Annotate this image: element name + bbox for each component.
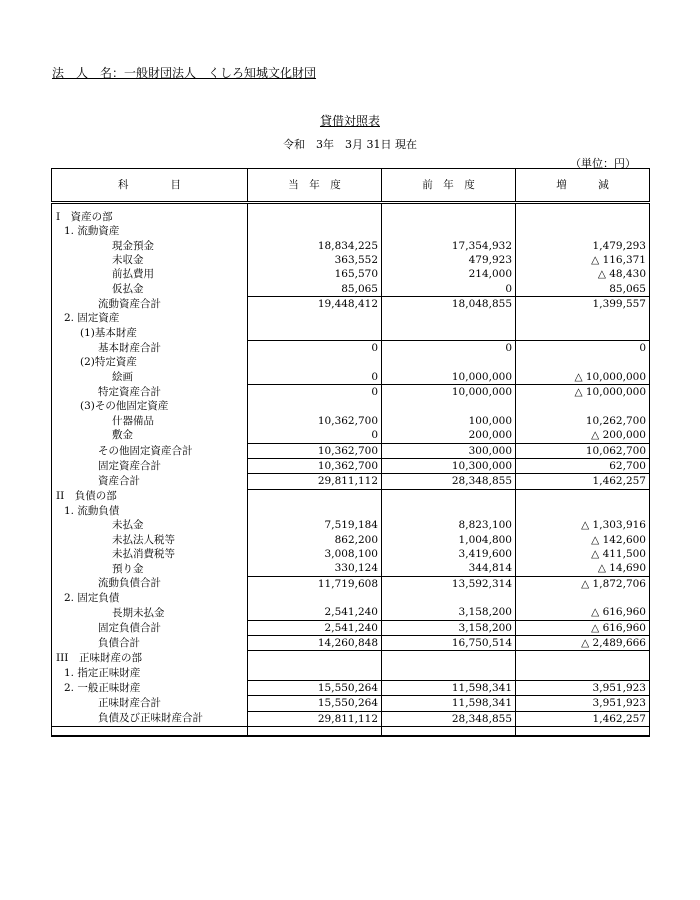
current-year-value: 2,541,240 (248, 620, 382, 635)
previous-year-value (382, 326, 516, 341)
previous-year-value: 10,300,000 (382, 458, 516, 473)
change-value: △ 200,000 (516, 428, 650, 443)
table-row (52, 651, 650, 666)
previous-year-value: 16,750,514 (382, 635, 516, 650)
previous-year-value: 28,348,855 (382, 711, 516, 726)
change-value: △ 142,600 (516, 533, 650, 547)
table-row (52, 399, 650, 413)
previous-year-value: 10,000,000 (382, 370, 516, 385)
current-year-value: 7,519,184 (248, 518, 382, 532)
table-row (52, 370, 650, 385)
current-year-value: 165,570 (248, 267, 382, 281)
change-value (516, 489, 650, 504)
current-year-value: 862,200 (248, 533, 382, 547)
row-label: 流動負債合計 (52, 576, 248, 591)
table-row (52, 620, 650, 635)
row-label: 負債及び正味財産合計 (52, 711, 248, 726)
unit-label: （単位：円） (570, 157, 636, 170)
current-year-value (248, 591, 382, 605)
row-label: III 正味財産の部 (52, 651, 248, 666)
table-row (52, 297, 650, 312)
table-row (52, 489, 650, 504)
row-label: 未収金 (52, 253, 248, 267)
table-row (52, 547, 650, 561)
current-year-value: 29,811,112 (248, 474, 382, 489)
current-year-value: 2,541,240 (248, 605, 382, 620)
row-label: 仮払金 (52, 282, 248, 297)
empty-cell (248, 203, 382, 211)
previous-year-value: 8,823,100 (382, 518, 516, 532)
change-value: △ 10,000,000 (516, 370, 650, 385)
change-value: 10,062,700 (516, 443, 650, 458)
table-row (52, 282, 650, 297)
empty-cell (382, 727, 516, 737)
empty-cell (52, 727, 248, 737)
row-label: 固定資産合計 (52, 458, 248, 473)
table-row (52, 326, 650, 341)
row-label: その他固定資産合計 (52, 443, 248, 458)
empty-cell (52, 203, 248, 211)
table-header-row (52, 169, 650, 203)
table-row (52, 635, 650, 650)
table-row (52, 576, 650, 591)
table-row (52, 428, 650, 443)
previous-year-value: 17,354,932 (382, 239, 516, 253)
table-row (52, 341, 650, 356)
row-label: 長期未払金 (52, 605, 248, 620)
table-row (52, 605, 650, 620)
current-year-value: 85,065 (248, 282, 382, 297)
previous-year-value (382, 210, 516, 224)
row-label: 未払金 (52, 518, 248, 532)
previous-year-value: 10,000,000 (382, 385, 516, 400)
empty-cell (248, 727, 382, 737)
previous-year-value: 0 (382, 282, 516, 297)
previous-year-value (382, 651, 516, 666)
table-row (52, 267, 650, 281)
current-year-value: 330,124 (248, 561, 382, 576)
corporation-name: 法 人 名：一般財団法人 くしろ知城文化財団 (52, 66, 317, 80)
previous-year-value: 214,000 (382, 267, 516, 281)
current-year-value (248, 311, 382, 325)
previous-year-value (382, 504, 516, 518)
table-body (52, 203, 650, 737)
current-year-value: 18,834,225 (248, 239, 382, 253)
row-label: 預り金 (52, 561, 248, 576)
column-header-change: 増 減 (516, 169, 650, 203)
current-year-value (248, 489, 382, 504)
table-row (52, 474, 650, 489)
table-row (52, 666, 650, 681)
previous-year-value: 0 (382, 341, 516, 356)
table-row (52, 458, 650, 473)
table-row (52, 696, 650, 711)
row-label: 1. 流動資産 (52, 224, 248, 238)
column-header-item: 科 目 (52, 169, 248, 203)
change-value (516, 651, 650, 666)
row-label: 特定資産合計 (52, 385, 248, 400)
change-value: 62,700 (516, 458, 650, 473)
current-year-value (248, 504, 382, 518)
change-value (516, 399, 650, 413)
row-label: 2. 固定資産 (52, 311, 248, 325)
current-year-value: 15,550,264 (248, 681, 382, 696)
current-year-value (248, 210, 382, 224)
row-label: 基本財産合計 (52, 341, 248, 356)
table-row (52, 224, 650, 238)
current-year-value: 15,550,264 (248, 696, 382, 711)
previous-year-value (382, 399, 516, 413)
table-row (52, 561, 650, 576)
balance-sheet-table (51, 168, 650, 737)
row-label: 1. 指定正味財産 (52, 666, 248, 681)
change-value: 1,462,257 (516, 711, 650, 726)
table-row (52, 533, 650, 547)
closing-row (52, 727, 650, 737)
table-row (52, 681, 650, 696)
row-label: 1. 流動負債 (52, 504, 248, 518)
page-title: 貸借対照表 (319, 114, 380, 128)
previous-year-value: 18,048,855 (382, 297, 516, 312)
table-row (52, 385, 650, 400)
row-label: 未払消費税等 (52, 547, 248, 561)
change-value: △ 10,000,000 (516, 385, 650, 400)
current-year-value (248, 651, 382, 666)
current-year-value (248, 224, 382, 238)
change-value: △ 2,489,666 (516, 635, 650, 650)
current-year-value: 0 (248, 370, 382, 385)
previous-year-value: 11,598,341 (382, 696, 516, 711)
empty-cell (382, 203, 516, 211)
previous-year-value (382, 224, 516, 238)
change-value: △ 14,690 (516, 561, 650, 576)
current-year-value: 29,811,112 (248, 711, 382, 726)
previous-year-value: 3,419,600 (382, 547, 516, 561)
change-value: △ 1,872,706 (516, 576, 650, 591)
previous-year-value: 200,000 (382, 428, 516, 443)
previous-year-value (382, 311, 516, 325)
row-label: I 資産の部 (52, 210, 248, 224)
row-label: 流動資産合計 (52, 297, 248, 312)
row-label: II 負債の部 (52, 489, 248, 504)
previous-year-value: 1,004,800 (382, 533, 516, 547)
change-value: △ 1,303,916 (516, 518, 650, 532)
table-row (52, 239, 650, 253)
current-year-value (248, 399, 382, 413)
current-year-value: 0 (248, 341, 382, 356)
change-value: 10,262,700 (516, 414, 650, 428)
change-value: △ 616,960 (516, 605, 650, 620)
row-label: (1)基本財産 (52, 326, 248, 341)
current-year-value: 10,362,700 (248, 458, 382, 473)
current-year-value: 0 (248, 428, 382, 443)
previous-year-value (382, 666, 516, 681)
previous-year-value: 479,923 (382, 253, 516, 267)
row-label: 前払費用 (52, 267, 248, 281)
column-header-current-year: 当 年 度 (248, 169, 382, 203)
change-value: 1,462,257 (516, 474, 650, 489)
change-value (516, 591, 650, 605)
change-value: 1,479,293 (516, 239, 650, 253)
change-value: 3,951,923 (516, 696, 650, 711)
previous-year-value: 11,598,341 (382, 681, 516, 696)
row-label: 正味財産合計 (52, 696, 248, 711)
row-label: 固定負債合計 (52, 620, 248, 635)
row-label: (3)その他固定資産 (52, 399, 248, 413)
table-row (52, 311, 650, 325)
change-value: 1,399,557 (516, 297, 650, 312)
change-value: △ 411,500 (516, 547, 650, 561)
row-label: 未払法人税等 (52, 533, 248, 547)
change-value (516, 326, 650, 341)
previous-year-value (382, 355, 516, 369)
row-label: 資産合計 (52, 474, 248, 489)
change-value (516, 504, 650, 518)
current-year-value: 11,719,608 (248, 576, 382, 591)
row-label: 現金預金 (52, 239, 248, 253)
row-label: 2. 一般正味財産 (52, 681, 248, 696)
row-label: 敷金 (52, 428, 248, 443)
change-value (516, 311, 650, 325)
spacer-row (52, 203, 650, 211)
current-year-value: 3,008,100 (248, 547, 382, 561)
current-year-value: 14,260,848 (248, 635, 382, 650)
table-row (52, 518, 650, 532)
current-year-value: 19,448,412 (248, 297, 382, 312)
column-header-previous-year: 前 年 度 (382, 169, 516, 203)
change-value: 3,951,923 (516, 681, 650, 696)
table-row (52, 210, 650, 224)
change-value: 0 (516, 341, 650, 356)
table-row (52, 355, 650, 369)
report-date: 令和 3年 3月 31日 現在 (283, 138, 417, 151)
previous-year-value: 300,000 (382, 443, 516, 458)
table-row (52, 504, 650, 518)
current-year-value (248, 666, 382, 681)
change-value (516, 224, 650, 238)
change-value (516, 210, 650, 224)
previous-year-value: 100,000 (382, 414, 516, 428)
empty-cell (516, 727, 650, 737)
current-year-value: 10,362,700 (248, 443, 382, 458)
table-row (52, 443, 650, 458)
change-value: △ 48,430 (516, 267, 650, 281)
table-row (52, 253, 650, 267)
previous-year-value (382, 591, 516, 605)
change-value: △ 116,371 (516, 253, 650, 267)
change-value: 85,065 (516, 282, 650, 297)
table-row (52, 414, 650, 428)
change-value: △ 616,960 (516, 620, 650, 635)
row-label: 什器備品 (52, 414, 248, 428)
change-value (516, 666, 650, 681)
empty-cell (516, 203, 650, 211)
previous-year-value: 3,158,200 (382, 620, 516, 635)
previous-year-value: 3,158,200 (382, 605, 516, 620)
row-label: 負債合計 (52, 635, 248, 650)
row-label: 2. 固定負債 (52, 591, 248, 605)
previous-year-value: 28,348,855 (382, 474, 516, 489)
current-year-value (248, 355, 382, 369)
row-label: (2)特定資産 (52, 355, 248, 369)
current-year-value (248, 326, 382, 341)
previous-year-value: 13,592,314 (382, 576, 516, 591)
previous-year-value (382, 489, 516, 504)
current-year-value: 10,362,700 (248, 414, 382, 428)
change-value (516, 355, 650, 369)
current-year-value: 0 (248, 385, 382, 400)
previous-year-value: 344,814 (382, 561, 516, 576)
table-row (52, 591, 650, 605)
row-label: 絵画 (52, 370, 248, 385)
table-row (52, 711, 650, 726)
current-year-value: 363,552 (248, 253, 382, 267)
